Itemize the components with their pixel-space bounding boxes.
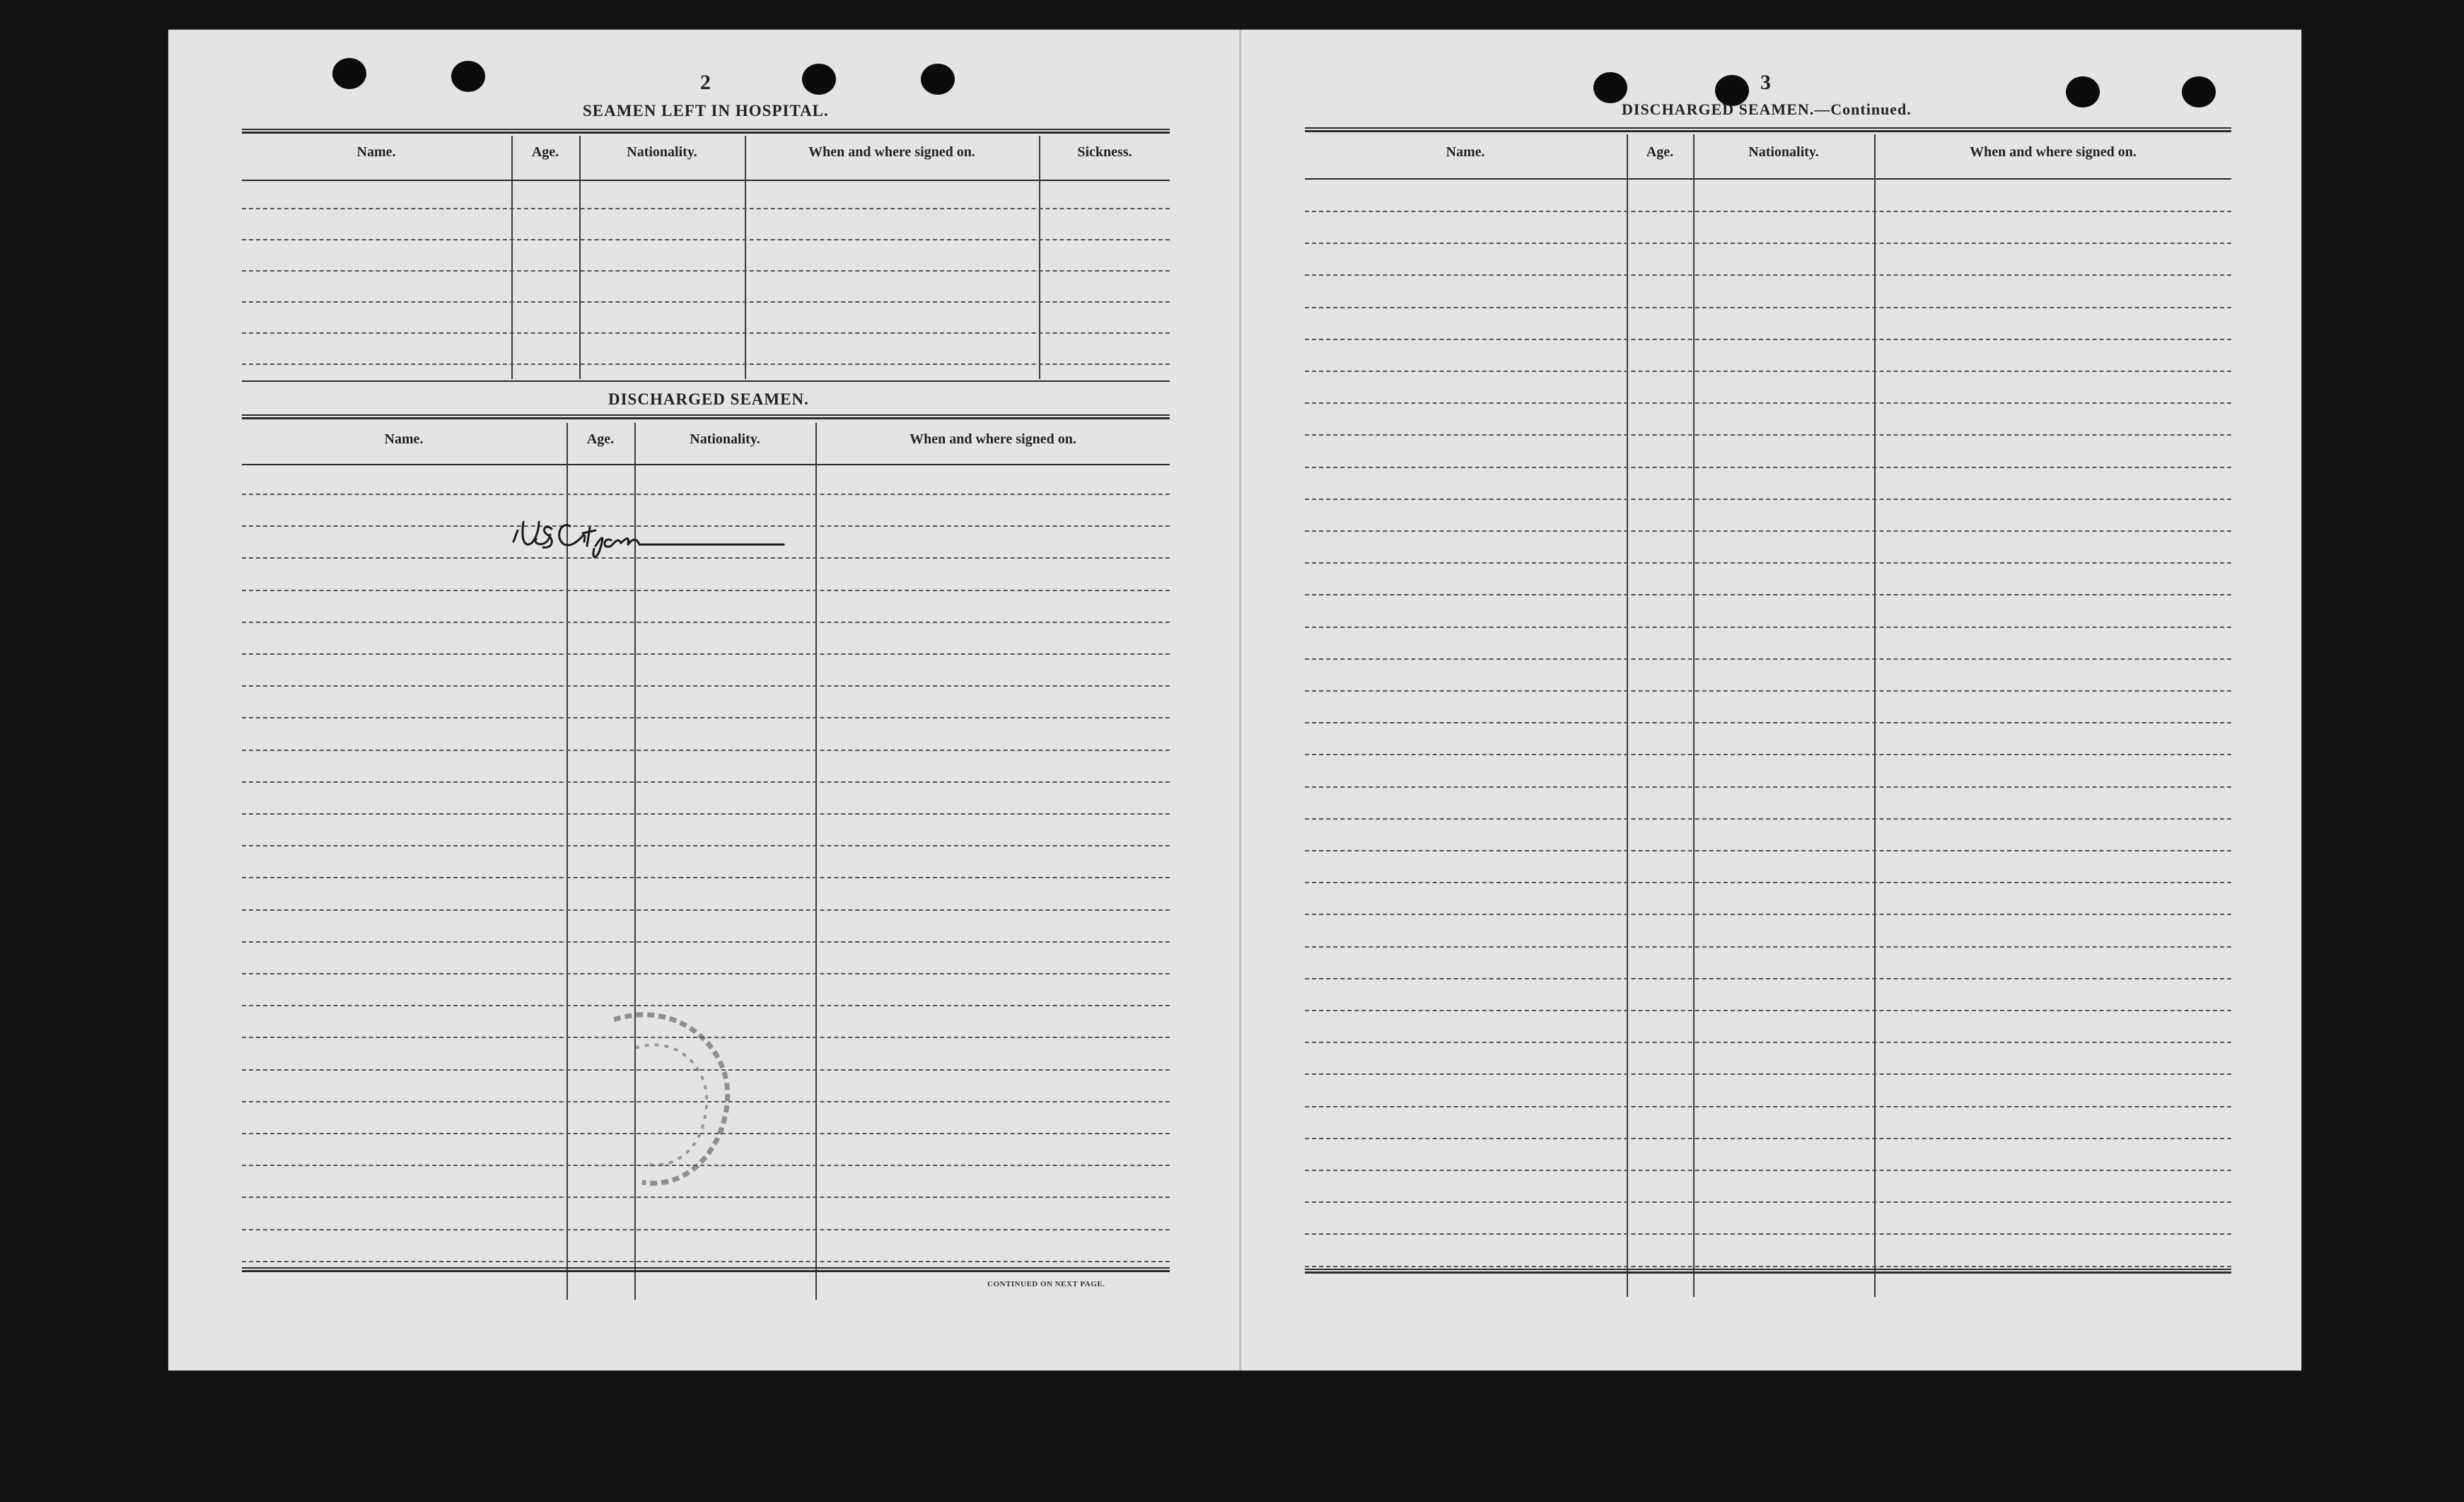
hospital-header-rule [242, 180, 1170, 181]
table-row [1305, 243, 2231, 244]
table-row [1305, 690, 2231, 692]
table-row [1305, 978, 2231, 979]
discharged-continued-title: DISCHARGED SEAMEN.—Continued. [1622, 100, 1912, 118]
table-row [242, 685, 1170, 687]
table-row [242, 845, 1170, 846]
table-row [1305, 1106, 2231, 1107]
table-row [1305, 1233, 2231, 1235]
table-row [1305, 1010, 2231, 1011]
table-row [1305, 371, 2231, 372]
table-row [1305, 307, 2231, 308]
handwritten-entry [508, 509, 805, 566]
page-number: 2 [700, 71, 711, 94]
table-row [242, 717, 1170, 718]
hospital-bottom-rule [242, 380, 1170, 382]
continued-header-name: Name. [1446, 144, 1485, 160]
table-row [1305, 499, 2231, 500]
table-row [1305, 786, 2231, 788]
table-row [242, 813, 1170, 815]
table-row [242, 877, 1170, 878]
table-row [1305, 1138, 2231, 1139]
table-row [1305, 946, 2231, 948]
faded-stamp [571, 991, 741, 1204]
table-row [242, 270, 1170, 272]
table-row [1305, 850, 2231, 851]
discharged-header-age: Age. [586, 431, 615, 447]
table-row [1305, 627, 2231, 628]
punch-hole [921, 64, 955, 95]
hospital-header-age: Age. [531, 144, 559, 160]
table-row [242, 941, 1170, 943]
table-row [242, 781, 1170, 783]
punch-hole [2182, 76, 2216, 107]
table-row [1305, 1266, 2231, 1267]
continued-header-nationality: Nationality. [1748, 144, 1819, 160]
table-row [242, 973, 1170, 974]
discharged-header-rule [242, 464, 1170, 465]
right-page [1241, 30, 2301, 1370]
table-row [242, 909, 1170, 911]
table-row [1305, 434, 2231, 436]
table-row [1305, 882, 2231, 883]
hospital-header-signed-on: When and where signed on. [808, 144, 975, 160]
table-row [242, 750, 1170, 751]
hospital-header-name: Name. [356, 144, 396, 160]
hospital-rows [242, 208, 1170, 378]
continued-header-rule [1305, 178, 2231, 180]
punch-hole [1593, 72, 1627, 103]
table-row [242, 301, 1170, 303]
punch-hole [332, 58, 366, 89]
page-number: 3 [1760, 71, 1771, 94]
table-row [242, 332, 1170, 334]
table-row [242, 363, 1170, 365]
continued-header-age: Age. [1646, 144, 1674, 160]
table-row [242, 1229, 1170, 1230]
table-row [1305, 658, 2231, 660]
table-row [1305, 1201, 2231, 1203]
table-row [1305, 594, 2231, 595]
discharged-top-rule [242, 414, 1170, 419]
discharged-section-title: DISCHARGED SEAMEN. [608, 390, 809, 408]
discharged-header-name: Name. [384, 431, 424, 447]
table-row [1305, 1042, 2231, 1043]
discharged-bottom-rule [242, 1267, 1170, 1272]
punch-hole [802, 64, 836, 95]
table-row [1305, 402, 2231, 404]
continued-top-rule [1305, 127, 2231, 132]
table-row [1305, 274, 2231, 276]
table-row [242, 239, 1170, 240]
table-row [1305, 818, 2231, 820]
table-row [242, 208, 1170, 209]
hospital-top-rule [242, 129, 1170, 134]
discharged-header-signed-on: When and where signed on. [910, 431, 1076, 447]
table-row [242, 1261, 1170, 1262]
table-row [1305, 914, 2231, 915]
punch-hole [451, 61, 485, 92]
hospital-header-nationality: Nationality. [627, 144, 697, 160]
discharged-header-nationality: Nationality. [690, 431, 760, 447]
table-row [242, 590, 1170, 591]
table-row [242, 622, 1170, 623]
table-row [1305, 339, 2231, 340]
table-row [1305, 722, 2231, 723]
continued-header-signed-on: When and where signed on. [1970, 144, 2137, 160]
table-row [1305, 530, 2231, 532]
continued-rows [1305, 211, 2231, 1293]
table-row [1305, 1170, 2231, 1171]
table-row [242, 653, 1170, 655]
table-row [1305, 1073, 2231, 1075]
continued-note: CONTINUED ON NEXT PAGE. [987, 1280, 1105, 1288]
table-row [1305, 754, 2231, 755]
left-page [168, 30, 1239, 1370]
punch-hole [2066, 76, 2100, 107]
hospital-section-title: SEAMEN LEFT IN HOSPITAL. [583, 102, 829, 120]
hospital-header-sickness: Sickness. [1077, 144, 1132, 160]
table-row [242, 494, 1170, 495]
table-row [1305, 562, 2231, 564]
table-row [1305, 211, 2231, 212]
continued-bottom-rule [1305, 1269, 2231, 1274]
table-row [1305, 467, 2231, 468]
